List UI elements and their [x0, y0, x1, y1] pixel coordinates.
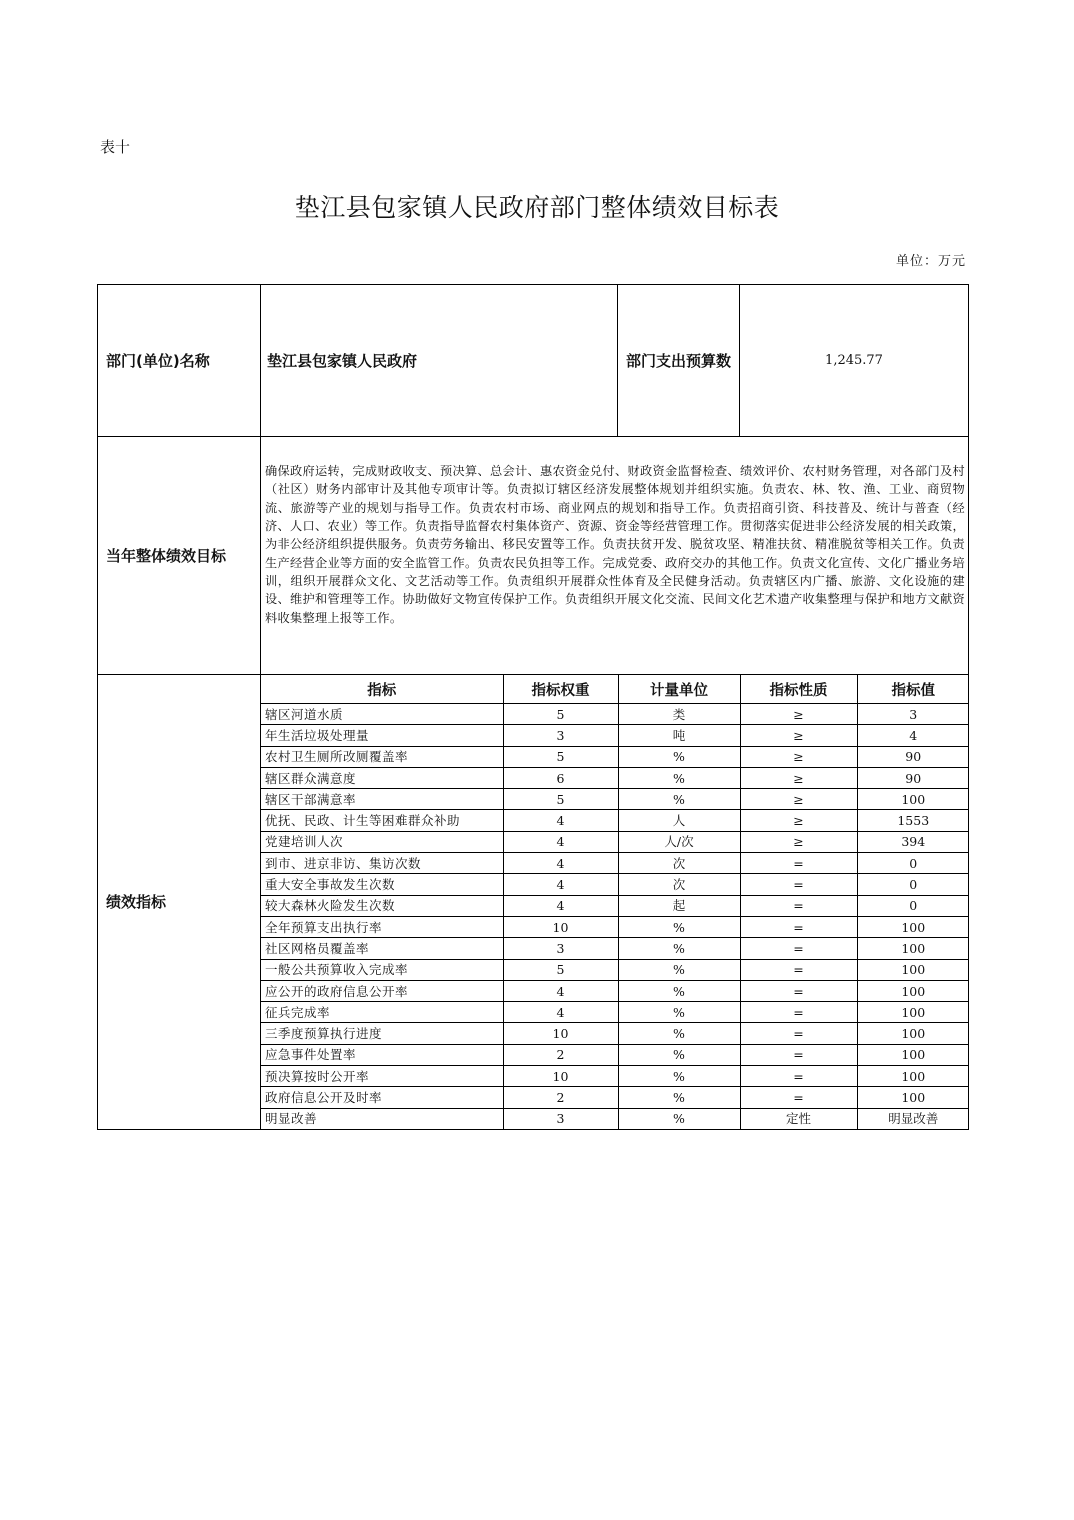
indicator-value: 100	[857, 980, 969, 1001]
indicator-nature: =	[740, 938, 857, 959]
indicator-value: 100	[857, 789, 969, 810]
indicator-value: 100	[857, 938, 969, 959]
indicator-unit: %	[618, 1002, 740, 1023]
table-row	[261, 1087, 969, 1108]
indicator-weight: 2	[503, 1044, 618, 1065]
indicator-name: 年生活垃圾处理量	[261, 725, 503, 746]
indicator-unit: 次	[618, 874, 740, 895]
indicator-name: 优抚、民政、计生等困难群众补助	[261, 810, 503, 831]
indicator-value: 100	[857, 1087, 969, 1108]
indicator-weight: 5	[503, 959, 618, 980]
goal-label: 当年整体绩效目标	[98, 437, 261, 675]
dept-row	[98, 285, 969, 437]
table-row	[261, 746, 969, 767]
budget-label: 部门支出预算数	[618, 285, 740, 437]
indicator-nature: 定性	[740, 1108, 857, 1129]
table-row	[261, 853, 969, 874]
dept-name: 垫江县包家镇人民政府	[261, 285, 618, 437]
indicator-name: 政府信息公开及时率	[261, 1087, 503, 1108]
metrics-row	[98, 675, 969, 1130]
indicator-nature: =	[740, 1087, 857, 1108]
indicator-value: 4	[857, 725, 969, 746]
indicator-nature: ≥	[740, 810, 857, 831]
indicator-unit: 人/次	[618, 831, 740, 852]
indicator-weight: 4	[503, 895, 618, 916]
indicator-weight: 4	[503, 810, 618, 831]
metrics-header-row	[261, 675, 969, 704]
indicator-name: 较大森林火险发生次数	[261, 895, 503, 916]
indicator-nature: ≥	[740, 767, 857, 788]
indicator-name: 明显改善	[261, 1108, 503, 1129]
header-nature: 指标性质	[740, 675, 857, 704]
indicator-nature: ≥	[740, 831, 857, 852]
header-value: 指标值	[857, 675, 969, 704]
indicator-unit: %	[618, 916, 740, 937]
table-row	[261, 1066, 969, 1087]
indicator-value: 100	[857, 1044, 969, 1065]
indicator-weight: 3	[503, 725, 618, 746]
header-unit: 计量单位	[618, 675, 740, 704]
indicator-name: 一般公共预算收入完成率	[261, 959, 503, 980]
indicator-name: 农村卫生厕所改厕覆盖率	[261, 746, 503, 767]
table-row	[261, 895, 969, 916]
table-row	[261, 980, 969, 1001]
table-row	[261, 1044, 969, 1065]
indicator-name: 三季度预算执行进度	[261, 1023, 503, 1044]
indicator-unit: %	[618, 1044, 740, 1065]
indicator-nature: ≥	[740, 746, 857, 767]
indicator-nature: =	[740, 1066, 857, 1087]
indicator-weight: 6	[503, 767, 618, 788]
indicator-unit: %	[618, 959, 740, 980]
indicator-unit: %	[618, 789, 740, 810]
indicator-value: 3	[857, 704, 969, 725]
goal-text: 确保政府运转，完成财政收支、预决算、总会计、惠农资金兑付、财政资金监督检查、绩效评价、农村财务管理，对各部门及村（社区）财务内部审计及其他专项审计等。负责拟订辖区经济发展整体规划并组织实施。负责农、林、牧、渔、工业、商贸物流、旅游等产业的规划与指导工作。负责农村市场、商业网点的规划和指导工作。负责招商引资、科技普及、统计与普查（经济、人口、农业）等工作。负责指导监督农村集体资产、资源、资金等经营管理工作。贯彻落实促进非公经济发展的相关政策，为非公经济组织提供服务。负责劳务输出、移民安置等工作。负责扶贫开发、脱贫攻坚、精准扶贫、精准脱贫等相关工作。负责生产经营企业等方面的安全监管工作。负责农民负担等工作。完成党委、政府交办的其他工作。负责文化宣传、文化广播业务培训，组织开展群众文化、文艺活动等工作。负责组织开展群众性体育及全民健身活动。负责辖区内广播、旅游、文化设施的建设、维护和管理等工作。协助做好文物宣传保护工作。负责组织开展文化交流、民间文化艺术遗产收集整理与保护和地方文献资料收集整理上报等工作。	[261, 437, 969, 675]
table-row	[261, 789, 969, 810]
performance-table	[97, 284, 969, 1130]
indicator-name: 党建培训人次	[261, 831, 503, 852]
indicator-unit: %	[618, 1087, 740, 1108]
indicator-nature: =	[740, 1023, 857, 1044]
indicator-nature: =	[740, 874, 857, 895]
indicator-nature: =	[740, 980, 857, 1001]
indicator-weight: 3	[503, 1108, 618, 1129]
indicator-name: 全年预算支出执行率	[261, 916, 503, 937]
indicator-name: 辖区群众满意度	[261, 767, 503, 788]
header-indicator: 指标	[261, 675, 503, 704]
indicator-value: 90	[857, 746, 969, 767]
dept-label: 部门(单位)名称	[98, 285, 261, 437]
indicator-weight: 5	[503, 746, 618, 767]
indicator-nature: ≥	[740, 725, 857, 746]
table-row	[261, 938, 969, 959]
indicator-weight: 10	[503, 1023, 618, 1044]
indicator-value: 100	[857, 1002, 969, 1023]
metrics-body	[261, 704, 969, 1129]
table-row	[261, 704, 969, 725]
indicator-weight: 10	[503, 1066, 618, 1087]
indicator-nature: =	[740, 1002, 857, 1023]
indicator-value: 100	[857, 959, 969, 980]
indicator-nature: ≥	[740, 789, 857, 810]
indicator-value: 0	[857, 874, 969, 895]
table-row	[261, 767, 969, 788]
unit-note: 单位：万元	[895, 254, 966, 269]
indicator-unit: %	[618, 938, 740, 959]
indicator-value: 100	[857, 916, 969, 937]
table-row	[261, 959, 969, 980]
indicator-weight: 10	[503, 916, 618, 937]
table-row	[261, 874, 969, 895]
indicator-unit: 次	[618, 853, 740, 874]
metrics-cell	[261, 675, 969, 1130]
indicator-unit: %	[618, 1066, 740, 1087]
indicator-value: 明显改善	[857, 1108, 969, 1129]
indicator-weight: 3	[503, 938, 618, 959]
table-row	[261, 725, 969, 746]
goal-row	[98, 437, 969, 675]
indicator-name: 到市、进京非访、集访次数	[261, 853, 503, 874]
table-row	[261, 1108, 969, 1129]
indicator-nature: =	[740, 895, 857, 916]
indicator-name: 应公开的政府信息公开率	[261, 980, 503, 1001]
indicator-unit: %	[618, 1023, 740, 1044]
indicator-nature: =	[740, 959, 857, 980]
budget-value: 1,245.77	[740, 285, 969, 437]
indicator-nature: =	[740, 916, 857, 937]
indicator-unit: 吨	[618, 725, 740, 746]
indicator-value: 0	[857, 895, 969, 916]
indicator-weight: 4	[503, 1002, 618, 1023]
indicator-value: 100	[857, 1023, 969, 1044]
indicator-unit: 起	[618, 895, 740, 916]
table-row	[261, 1002, 969, 1023]
indicator-weight: 4	[503, 980, 618, 1001]
metrics-table	[261, 675, 969, 1129]
indicator-weight: 4	[503, 874, 618, 895]
indicator-value: 0	[857, 853, 969, 874]
indicator-weight: 4	[503, 831, 618, 852]
indicator-name: 社区网格员覆盖率	[261, 938, 503, 959]
indicator-nature: =	[740, 853, 857, 874]
indicator-name: 征兵完成率	[261, 1002, 503, 1023]
header-weight: 指标权重	[503, 675, 618, 704]
indicator-unit: 人	[618, 810, 740, 831]
table-row	[261, 1023, 969, 1044]
page-title: 垫江县包家镇人民政府部门整体绩效目标表	[294, 193, 780, 222]
indicator-name: 辖区河道水质	[261, 704, 503, 725]
indicator-name: 应急事件处置率	[261, 1044, 503, 1065]
indicator-name: 辖区干部满意率	[261, 789, 503, 810]
indicator-value: 100	[857, 1066, 969, 1087]
indicator-unit: %	[618, 767, 740, 788]
indicator-unit: %	[618, 980, 740, 1001]
indicator-weight: 2	[503, 1087, 618, 1108]
indicator-name: 预决算按时公开率	[261, 1066, 503, 1087]
indicator-nature: ≥	[740, 704, 857, 725]
table-label: 表十	[100, 138, 131, 156]
indicator-value: 90	[857, 767, 969, 788]
indicator-value: 394	[857, 831, 969, 852]
indicator-weight: 5	[503, 704, 618, 725]
indicator-weight: 5	[503, 789, 618, 810]
indicator-name: 重大安全事故发生次数	[261, 874, 503, 895]
indicator-nature: =	[740, 1044, 857, 1065]
indicator-unit: %	[618, 1108, 740, 1129]
indicator-weight: 4	[503, 853, 618, 874]
indicator-unit: %	[618, 746, 740, 767]
indicator-unit: 类	[618, 704, 740, 725]
table-row	[261, 916, 969, 937]
metrics-label: 绩效指标	[98, 675, 261, 1130]
table-row	[261, 810, 969, 831]
table-row	[261, 831, 969, 852]
indicator-value: 1553	[857, 810, 969, 831]
